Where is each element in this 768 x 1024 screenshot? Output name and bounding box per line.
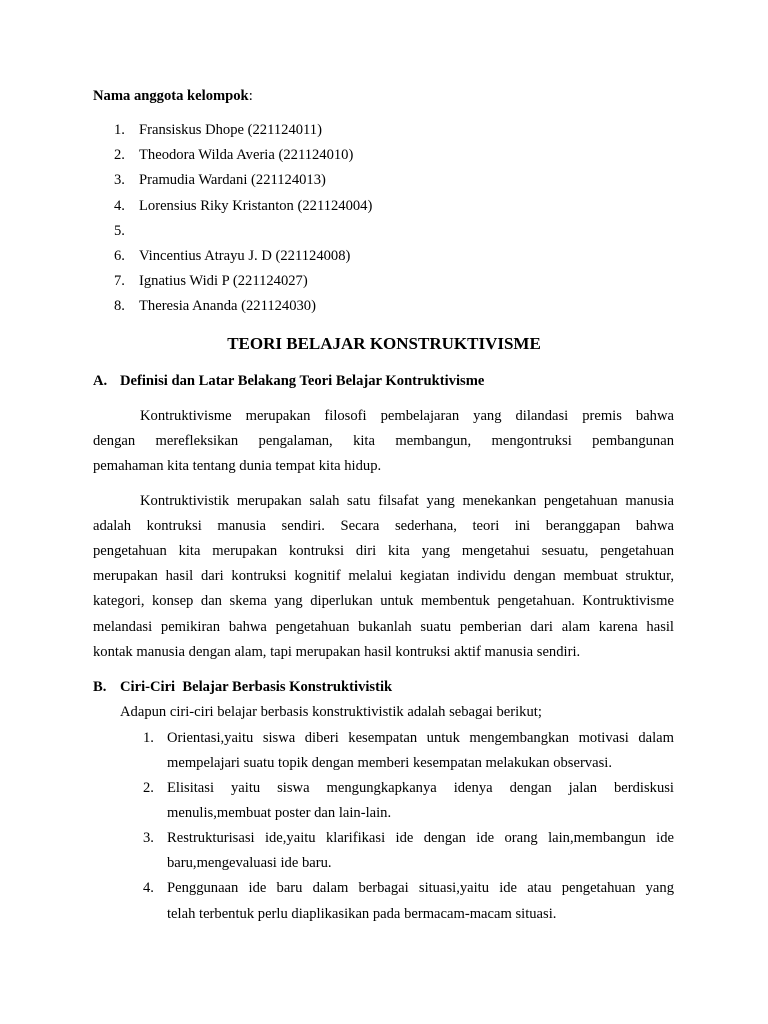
list-item-line: Orientasi,yaitu siswa diberi kesempatan untuk mengembangkan motivasi dalam (167, 730, 674, 746)
list-number: 3. (143, 830, 154, 846)
paragraph-line: dengan merefleksikan pengalaman, kita membangun, mengontruksi pembangunan (93, 433, 674, 449)
paragraph-line: pengetahuan kita merupakan kontruksi diri kita yang mengetahui sesuatu, pengetahuan (93, 543, 674, 559)
list-item-line: Penggunaan ide baru dalam berbagai situasi,yaitu ide atau pengetahuan yang (167, 880, 674, 896)
paragraph-line: Kontruktivistik merupakan salah satu filsafat yang menekankan pengetahuan manusia (140, 493, 674, 509)
paragraph-line: melandasi pemikiran bahwa pengetahuan bukanlah suatu pemberian dari alam karena hasil (93, 619, 674, 635)
list-item-line: mempelajari suatu topik dengan memberi kesempatan melakukan observasi. (167, 755, 612, 771)
list-item: 2. Theodora Wilda Averia (221124010) (114, 147, 354, 163)
list-item-line: menulis,membuat poster dan lain-lain. (167, 805, 392, 821)
list-number: 2. (143, 780, 154, 796)
list-number: 4. (143, 880, 154, 896)
paragraph-line: pemahaman kita tentang dunia tempat kita hidup. (93, 458, 382, 474)
paragraph-line: merupakan hasil dari kontruksi kognitif melalui kegiatan individu dengan membuat struktur, (93, 568, 674, 584)
list-item-line: Restrukturisasi ide,yaitu klarifikasi ide dengan ide orang lain,membangun ide (167, 830, 674, 846)
members-heading: Nama anggota kelompok: (93, 88, 253, 104)
section-b-heading: B. Ciri-Ciri Belajar Berbasis Konstruktivistik (93, 679, 393, 695)
paragraph-line: Kontruktivisme merupakan filosofi pembelajaran yang dilandasi premis bahwa (140, 408, 674, 424)
list-item: 7. Ignatius Widi P (221124027) (114, 273, 308, 289)
paragraph-line: adalah kontruksi manusia sendiri. Secara sederhana, teori ini beranggapan bahwa (93, 518, 674, 534)
list-item-line: baru,mengevaluasi ide baru. (167, 855, 332, 871)
section-b-intro: Adapun ciri-ciri belajar berbasis konstruktivistik adalah sebagai berikut; (120, 704, 542, 720)
list-item: 6. Vincentius Atrayu J. D (221124008) (114, 248, 351, 264)
list-item: 8. Theresia Ananda (221124030) (114, 298, 316, 314)
list-item: 3. Pramudia Wardani (221124013) (114, 172, 326, 188)
list-item: 5. (114, 223, 125, 239)
paragraph-line: kontak manusia dengan alam, tapi merupakan hasil kontruksi aktif manusia sendiri. (93, 644, 581, 660)
list-item-line: Elisitasi yaitu siswa mengungkapkanya idenya dengan jalan berdiskusi (167, 780, 674, 796)
page-title: TEORI BELAJAR KONSTRUKTIVISME (227, 334, 541, 353)
list-number: 1. (143, 730, 154, 746)
list-item: 4. Lorensius Riky Kristanton (221124004) (114, 198, 373, 214)
section-a-heading: A. Definisi dan Latar Belakang Teori Belajar Kontruktivisme (93, 373, 485, 389)
paragraph-line: kategori, konsep dan skema yang diperlukan untuk membentuk pengetahuan. Kontruktivisme (93, 593, 674, 609)
list-item-line: telah terbentuk perlu diaplikasikan pada bermacam-macam situasi. (167, 906, 557, 922)
list-item: 1. Fransiskus Dhope (221124011) (114, 122, 322, 138)
